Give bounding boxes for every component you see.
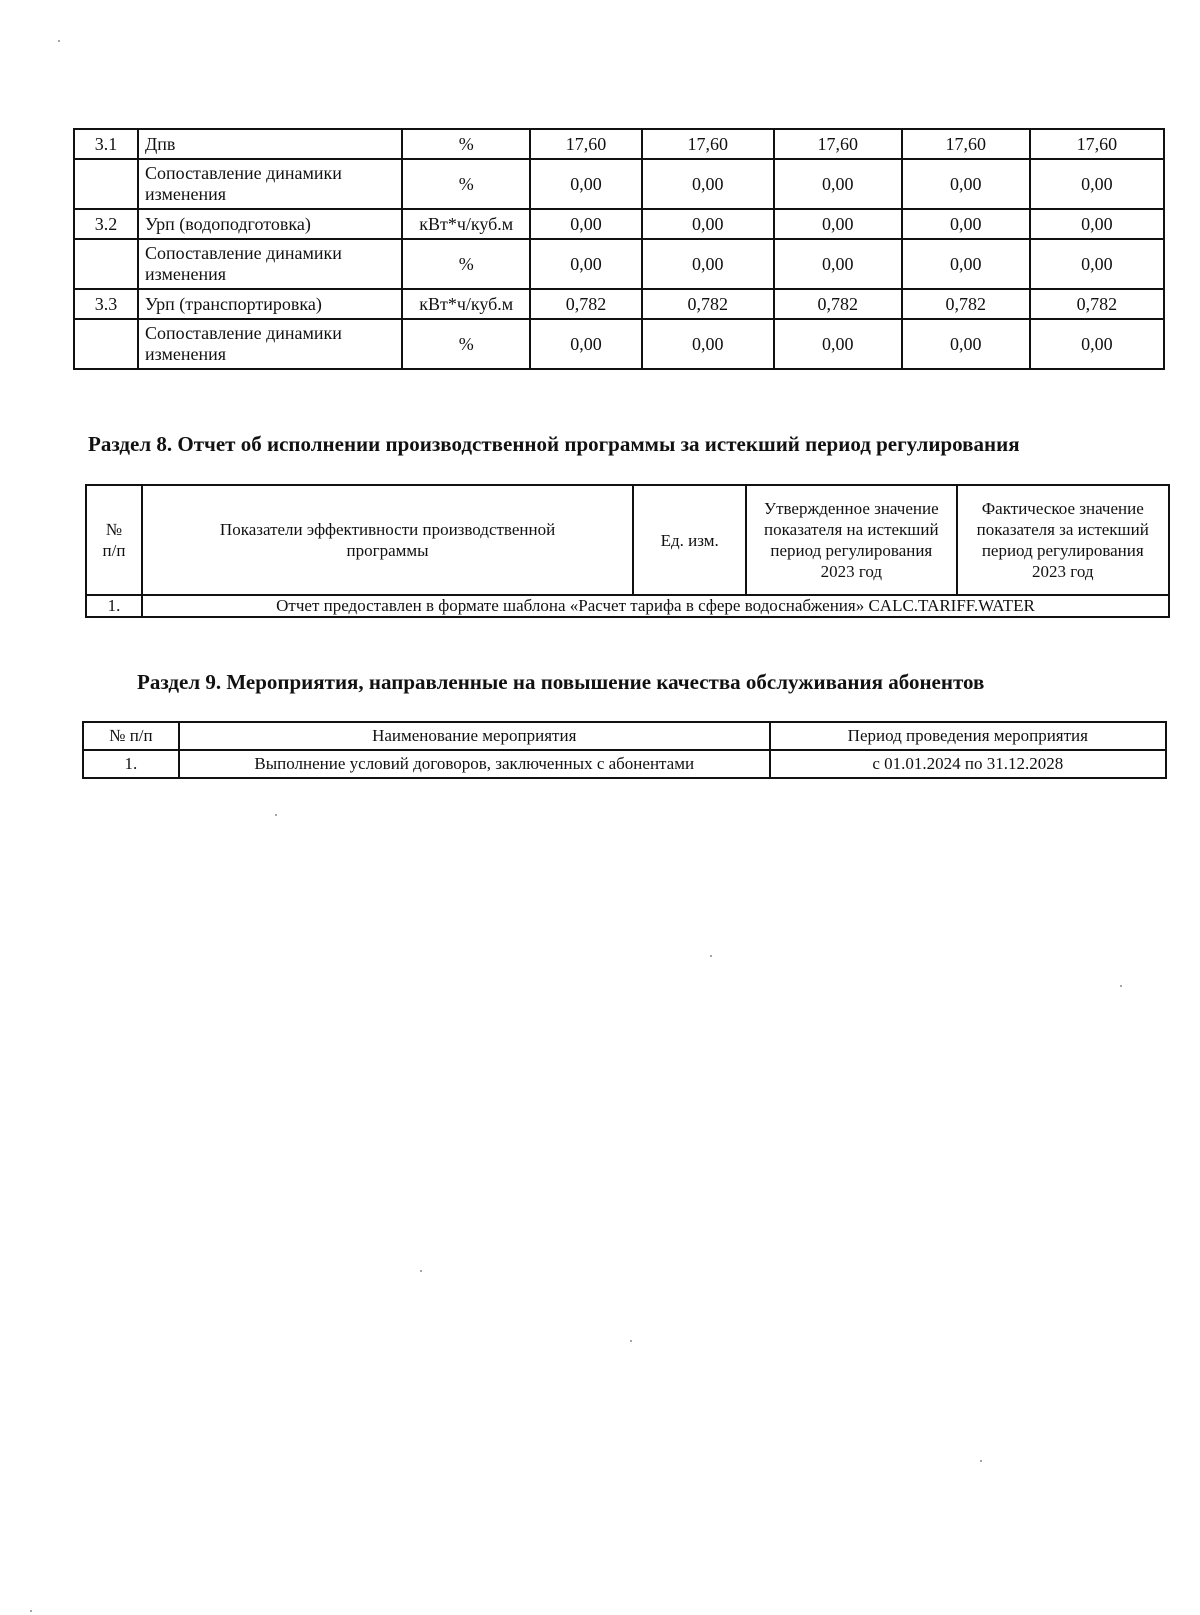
table-row (74, 129, 1164, 159)
value-cell: 0,00 (902, 239, 1030, 289)
scan-speck (710, 955, 712, 957)
scan-speck (420, 1270, 422, 1272)
indicator-name: Урп (водоподготовка) (138, 209, 402, 239)
indicator-name: Сопоставление динамики изменения (138, 319, 402, 369)
value-cell: 0,00 (530, 209, 641, 239)
value-cell: 0,00 (774, 209, 902, 239)
value-cell: 0,00 (902, 159, 1030, 209)
scan-speck (1120, 985, 1122, 987)
scan-speck (980, 1460, 982, 1462)
section9-table (82, 721, 1167, 779)
value-cell: 0,00 (530, 319, 641, 369)
row-period: с 01.01.2024 по 31.12.2028 (770, 750, 1166, 778)
row-num: 1. (86, 595, 142, 617)
indicator-name: Урп (транспортировка) (138, 289, 402, 319)
value-cell: 0,00 (530, 159, 641, 209)
value-cell: 0,00 (1030, 159, 1164, 209)
row-number: 3.2 (74, 209, 138, 239)
value-cell: 0,00 (902, 319, 1030, 369)
section8-row (86, 595, 1169, 617)
value-cell: 0,782 (530, 289, 641, 319)
row-num: 1. (83, 750, 179, 778)
value-cell: 0,00 (530, 239, 641, 289)
value-cell: 17,60 (902, 129, 1030, 159)
value-cell: 0,782 (902, 289, 1030, 319)
value-cell: 0,00 (902, 209, 1030, 239)
section8-title: Раздел 8. Отчет об исполнении производственной программы за истекший период регулирования (88, 432, 1020, 456)
scan-speck (275, 814, 277, 816)
row-number: 3.1 (74, 129, 138, 159)
value-cell: 0,00 (774, 159, 902, 209)
unit: % (402, 129, 530, 159)
value-cell: 0,782 (1030, 289, 1164, 319)
indicator-name: Дпв (138, 129, 402, 159)
value-cell: 0,00 (642, 319, 774, 369)
row-number: 3.3 (74, 289, 138, 319)
value-cell: 0,00 (1030, 319, 1164, 369)
value-cell: 0,00 (642, 159, 774, 209)
value-cell: 0,00 (1030, 209, 1164, 239)
value-cell: 17,60 (642, 129, 774, 159)
unit: % (402, 239, 530, 289)
table-row (74, 319, 1164, 369)
header-num: № п/п (86, 485, 142, 595)
header-indicator: Показатели эффективности производственной программы (142, 485, 633, 595)
row-number (74, 319, 138, 369)
unit: % (402, 319, 530, 369)
header-actual: Фактическое значение показателя за истекший период регулирования 2023 год (957, 485, 1169, 595)
header-num: № п/п (83, 722, 179, 750)
header-name: Наименование мероприятия (179, 722, 770, 750)
section8-header-row (86, 485, 1169, 595)
table-row (74, 239, 1164, 289)
value-cell: 0,00 (642, 239, 774, 289)
value-cell: 0,00 (774, 319, 902, 369)
scan-speck (58, 40, 60, 42)
section9-header-row (83, 722, 1166, 750)
section8-table (85, 484, 1170, 618)
row-name: Выполнение условий договоров, заключенных с абонентами (179, 750, 770, 778)
row-number (74, 239, 138, 289)
value-cell: 0,00 (1030, 239, 1164, 289)
indicator-name: Сопоставление динамики изменения (138, 239, 402, 289)
section9-title: Раздел 9. Мероприятия, направленные на повышение качества обслуживания абонентов (137, 670, 985, 694)
scan-speck (630, 1340, 632, 1342)
value-cell: 0,00 (642, 209, 774, 239)
header-unit: Ед. изм. (633, 485, 746, 595)
value-cell: 17,60 (1030, 129, 1164, 159)
row-text: Отчет предоставлен в формате шаблона «Расчет тарифа в сфере водоснабжения» CALC.TARIFF.WATER (142, 595, 1169, 617)
table-row (74, 209, 1164, 239)
value-cell: 0,00 (774, 239, 902, 289)
value-cell: 0,782 (774, 289, 902, 319)
header-period: Период проведения мероприятия (770, 722, 1166, 750)
value-cell: 17,60 (774, 129, 902, 159)
table-row (74, 289, 1164, 319)
unit: кВт*ч/куб.м (402, 209, 530, 239)
indicators-table (73, 128, 1165, 370)
table-row (74, 159, 1164, 209)
scan-speck (30, 1610, 32, 1612)
unit: % (402, 159, 530, 209)
value-cell: 0,782 (642, 289, 774, 319)
value-cell: 17,60 (530, 129, 641, 159)
section9-row (83, 750, 1166, 778)
row-number (74, 159, 138, 209)
header-approved: Утвержденное значение показателя на истекший период регулирования 2023 год (746, 485, 956, 595)
indicator-name: Сопоставление динамики изменения (138, 159, 402, 209)
unit: кВт*ч/куб.м (402, 289, 530, 319)
indicators-table-body (74, 129, 1164, 369)
